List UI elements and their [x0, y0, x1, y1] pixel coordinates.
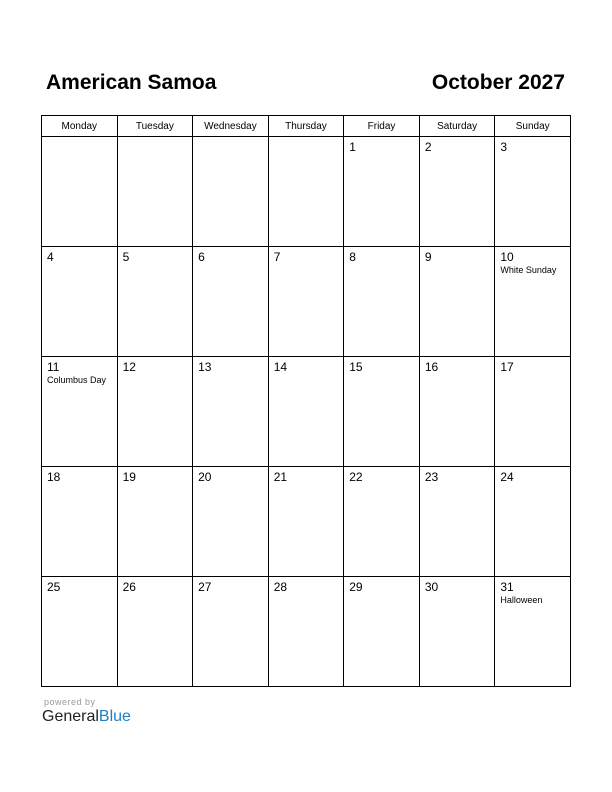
day-cell [344, 137, 420, 247]
day-cell [419, 357, 495, 467]
day-cell [495, 467, 571, 577]
weekday-header: Sunday [495, 116, 571, 137]
day-cell [419, 577, 495, 687]
weekday-header: Thursday [268, 116, 344, 137]
day-cell [268, 357, 344, 467]
weekday-header-row [42, 116, 571, 137]
day-number: 5 [122, 250, 130, 264]
day-cell [268, 247, 344, 357]
day-number: 19 [122, 470, 136, 484]
week-row [42, 137, 571, 247]
day-number: 6 [198, 250, 205, 264]
day-cell [268, 137, 344, 247]
weekday-header: Wednesday [193, 116, 269, 137]
day-cell [117, 357, 193, 467]
day-number: 11 [47, 360, 60, 374]
day-number: 9 [424, 250, 432, 264]
day-number: 23 [424, 470, 439, 484]
week-row [42, 577, 571, 687]
week-row [42, 247, 571, 357]
day-cell [344, 577, 420, 687]
day-cell [495, 137, 571, 247]
day-cell [42, 577, 118, 687]
day-number: 21 [273, 470, 288, 484]
generalblue-logo[interactable] [42, 708, 131, 726]
day-cell [419, 467, 495, 577]
brand-name-part1: General [42, 708, 99, 725]
day-cell [42, 467, 118, 577]
brand-name-part2: Blue [98, 708, 131, 725]
day-number: 2 [424, 140, 432, 154]
calendar-grid [41, 115, 571, 687]
day-cell [42, 247, 118, 357]
day-number: 10 [500, 250, 514, 264]
week-row [42, 357, 571, 467]
weekday-header: Friday [344, 116, 420, 137]
day-number: 7 [273, 250, 281, 264]
calendar-country-title: American Samoa [46, 71, 217, 94]
day-cell [268, 467, 344, 577]
day-number: 16 [424, 360, 439, 374]
day-number: 22 [349, 470, 363, 484]
day-number: 4 [47, 250, 54, 264]
day-number: 25 [47, 580, 61, 594]
day-cell [117, 467, 193, 577]
weekday-header: Monday [42, 116, 118, 137]
day-cell [495, 247, 571, 357]
day-cell [193, 137, 269, 247]
day-cell [193, 577, 269, 687]
holiday-label: White Sunday [500, 265, 557, 275]
day-number: 13 [198, 360, 212, 374]
powered-by-label: powered by [44, 697, 96, 707]
calendar-month-title: October 2027 [431, 71, 565, 94]
holiday-label: Halloween [500, 595, 543, 605]
day-number: 18 [47, 470, 61, 484]
day-cell [495, 577, 571, 687]
holiday-label: Columbus Day [47, 375, 107, 385]
day-cell [193, 357, 269, 467]
day-number: 29 [349, 580, 363, 594]
weekday-header: Tuesday [117, 116, 193, 137]
day-number: 14 [273, 360, 288, 374]
day-number: 28 [273, 580, 288, 594]
day-cell [117, 577, 193, 687]
day-cell [344, 357, 420, 467]
day-cell [193, 467, 269, 577]
day-number: 27 [198, 580, 212, 594]
week-row [42, 467, 571, 577]
day-number: 31 [500, 580, 514, 594]
day-number: 24 [500, 470, 514, 484]
day-cell [495, 357, 571, 467]
day-cell [344, 467, 420, 577]
day-cell [117, 137, 193, 247]
day-cell [42, 357, 118, 467]
day-cell [344, 247, 420, 357]
day-number: 30 [424, 580, 439, 594]
day-cell [117, 247, 193, 357]
day-number: 26 [122, 580, 136, 594]
day-number: 15 [349, 360, 363, 374]
day-cell [419, 137, 495, 247]
day-cell [193, 247, 269, 357]
day-number: 17 [500, 360, 514, 374]
weekday-header: Saturday [419, 116, 495, 137]
day-number: 3 [500, 140, 508, 154]
day-cell [419, 247, 495, 357]
day-number: 8 [349, 250, 356, 264]
day-number: 1 [349, 140, 356, 154]
day-cell [42, 137, 118, 247]
day-cell [268, 577, 344, 687]
day-number: 20 [198, 470, 212, 484]
day-number: 12 [122, 360, 136, 374]
